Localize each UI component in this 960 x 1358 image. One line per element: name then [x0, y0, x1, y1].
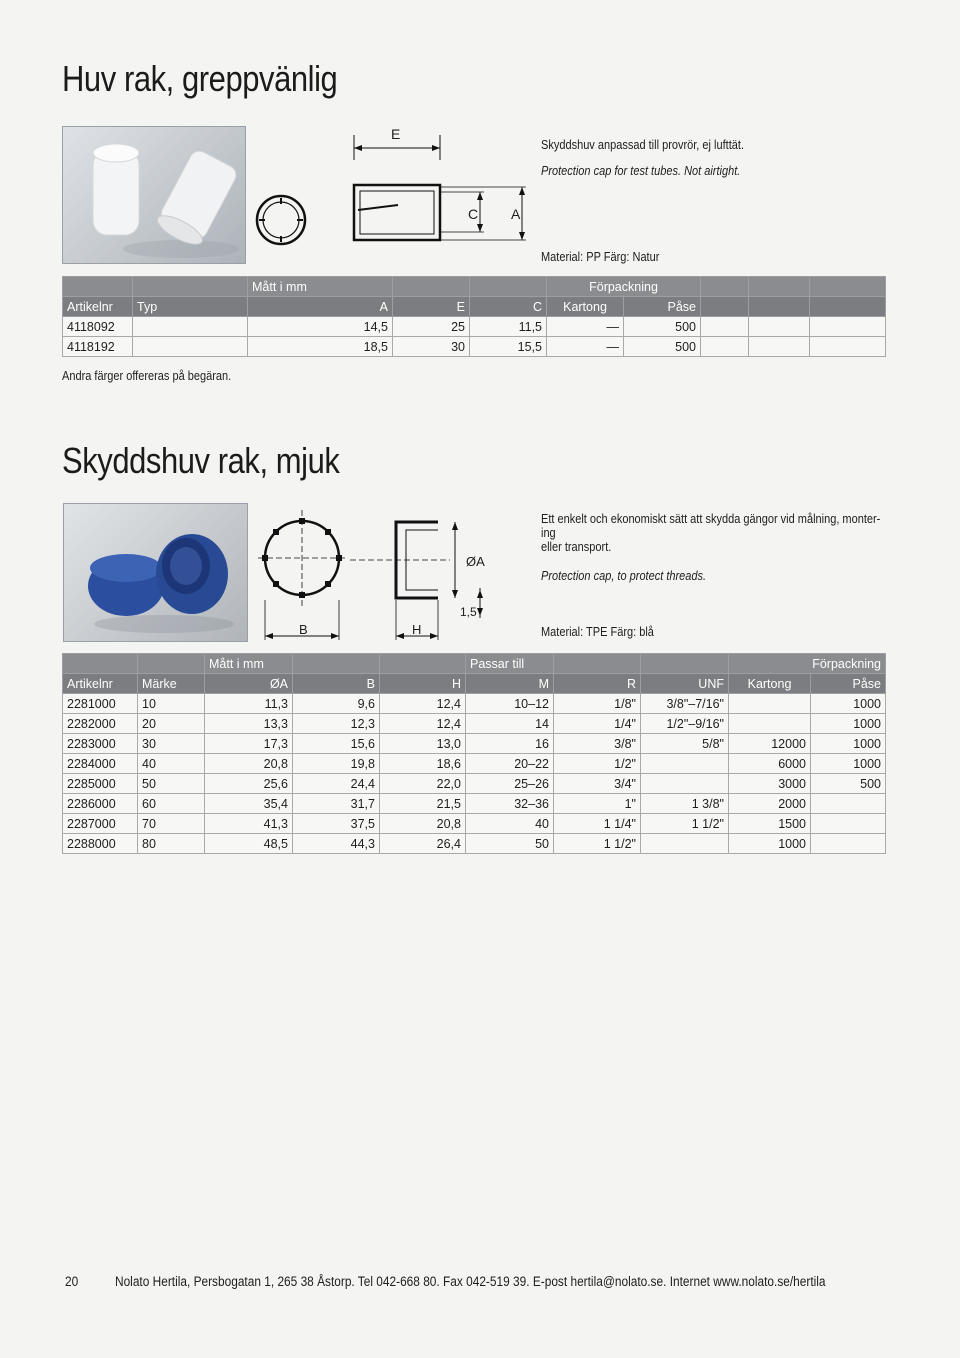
cell-unf: 1 1/2" [641, 814, 729, 834]
section1-material: Material: PP Färg: Natur [541, 250, 660, 264]
col-header-pase: Påse [811, 674, 886, 694]
cell-kartong [729, 694, 811, 714]
cell-c: 15,5 [470, 337, 547, 357]
cell-h: 12,4 [380, 694, 466, 714]
cell-b: 15,6 [293, 734, 380, 754]
cell-h: 13,0 [380, 734, 466, 754]
cell-r: 1" [554, 794, 641, 814]
cell-b: 44,3 [293, 834, 380, 854]
cell-oa: 25,6 [205, 774, 293, 794]
cell-m: 20–22 [466, 754, 554, 774]
cell-unf [641, 774, 729, 794]
cell-kartong: — [547, 317, 624, 337]
cell-b: 37,5 [293, 814, 380, 834]
dimension-label-a: A [511, 206, 521, 222]
cell-marke: 40 [138, 754, 205, 774]
group-header-pack: Förpackning [547, 277, 701, 297]
technical-drawing-cap-2 [250, 508, 495, 643]
cell-marke: 30 [138, 734, 205, 754]
cell-a: 14,5 [248, 317, 393, 337]
cell-oa: 13,3 [205, 714, 293, 734]
photo-caps-illustration [63, 127, 245, 263]
spec-table-1 [62, 276, 886, 357]
cell-r: 3/8" [554, 734, 641, 754]
cell-kartong [729, 714, 811, 734]
cell-artikelnr: 4118092 [63, 317, 133, 337]
cell-h: 22,0 [380, 774, 466, 794]
cell-marke: 70 [138, 814, 205, 834]
cell-kartong: 3000 [729, 774, 811, 794]
photo-blue-caps-illustration [64, 504, 247, 641]
table-row [63, 794, 886, 814]
cell-unf: 1 3/8" [641, 794, 729, 814]
group-header-pack: Förpackning [729, 654, 886, 674]
cell-oa: 11,3 [205, 694, 293, 714]
cell-b: 19,8 [293, 754, 380, 774]
section2-description-sv-line3: eller transport. [541, 540, 612, 554]
cell-artikelnr: 2284000 [63, 754, 138, 774]
section1-description-en: Protection cap for test tubes. Not airtight. [541, 164, 741, 178]
dimension-label-h: H [412, 622, 422, 637]
dimension-label-b: B [299, 622, 308, 637]
cell-artikelnr: 2283000 [63, 734, 138, 754]
cell-unf: 5/8" [641, 734, 729, 754]
col-header-pase: Påse [624, 297, 701, 317]
cell-h: 18,6 [380, 754, 466, 774]
table-row [63, 814, 886, 834]
cell-m: 32–36 [466, 794, 554, 814]
col-header-artikelnr: Artikelnr [63, 297, 133, 317]
cell-oa: 48,5 [205, 834, 293, 854]
cell-r: 1 1/2" [554, 834, 641, 854]
cell-pase: 1000 [811, 714, 886, 734]
cell-m: 10–12 [466, 694, 554, 714]
cell-artikelnr: 4118192 [63, 337, 133, 357]
col-header-kartong: Kartong [729, 674, 811, 694]
table-row [63, 774, 886, 794]
cell-typ [133, 337, 248, 357]
cell-m: 14 [466, 714, 554, 734]
col-header-c: C [470, 297, 547, 317]
cell-unf: 3/8"–7/16" [641, 694, 729, 714]
section2-description-sv-line1: Ett enkelt och ekonomiskt sätt att skydda gängor vid målning, monter- [541, 512, 881, 526]
cell-h: 26,4 [380, 834, 466, 854]
cell-unf [641, 754, 729, 774]
table-row [63, 834, 886, 854]
cell-h: 12,4 [380, 714, 466, 734]
cell-kartong: 12000 [729, 734, 811, 754]
cell-r: 1 1/4" [554, 814, 641, 834]
section1-description-sv: Skyddshuv anpassad till provrör, ej lufttät. [541, 138, 745, 152]
cell-artikelnr: 2286000 [63, 794, 138, 814]
cell-pase [811, 834, 886, 854]
cell-artikelnr: 2281000 [63, 694, 138, 714]
cell-pase: 1000 [811, 734, 886, 754]
col-header-artikelnr: Artikelnr [63, 674, 138, 694]
product-photo-blue-caps [63, 503, 248, 642]
table-row [63, 754, 886, 774]
cell-e: 30 [393, 337, 470, 357]
table-row [63, 317, 886, 337]
cell-marke: 60 [138, 794, 205, 814]
cell-artikelnr: 2287000 [63, 814, 138, 834]
cell-typ [133, 317, 248, 337]
dimension-label-c: C [468, 206, 479, 222]
dimension-label-oa: ØA [466, 554, 485, 569]
cell-m: 40 [466, 814, 554, 834]
cell-unf [641, 834, 729, 854]
cell-b: 31,7 [293, 794, 380, 814]
col-header-kartong: Kartong [547, 297, 624, 317]
cell-h: 21,5 [380, 794, 466, 814]
cell-pase: 500 [624, 317, 701, 337]
cell-artikelnr: 2285000 [63, 774, 138, 794]
cell-oa: 17,3 [205, 734, 293, 754]
col-header-marke: Märke [138, 674, 205, 694]
cell-b: 9,6 [293, 694, 380, 714]
cell-pase: 500 [624, 337, 701, 357]
cell-h: 20,8 [380, 814, 466, 834]
group-header-mm: Mått i mm [248, 277, 393, 297]
dimension-label-e: E [391, 126, 401, 142]
table-row [63, 734, 886, 754]
col-header-r: R [554, 674, 641, 694]
group-header-mm: Mått i mm [205, 654, 293, 674]
cell-m: 16 [466, 734, 554, 754]
table-row [63, 714, 886, 734]
col-header-oa: ØA [205, 674, 293, 694]
cell-e: 25 [393, 317, 470, 337]
cell-c: 11,5 [470, 317, 547, 337]
table-row [63, 337, 886, 357]
cell-kartong: 1500 [729, 814, 811, 834]
cell-pase [811, 794, 886, 814]
cell-oa: 35,4 [205, 794, 293, 814]
spec-table-2 [62, 653, 886, 854]
col-header-typ: Typ [133, 297, 248, 317]
cell-pase [811, 814, 886, 834]
section1-title: Huv rak, greppvänlig [62, 58, 338, 99]
section2-material: Material: TPE Färg: blå [541, 625, 654, 639]
cell-r: 1/2" [554, 754, 641, 774]
cell-kartong: — [547, 337, 624, 357]
cell-a: 18,5 [248, 337, 393, 357]
cell-r: 1/4" [554, 714, 641, 734]
cell-artikelnr: 2282000 [63, 714, 138, 734]
cell-r: 1/8" [554, 694, 641, 714]
cell-marke: 50 [138, 774, 205, 794]
section2-description-sv-line2: ing [541, 526, 556, 540]
cell-marke: 20 [138, 714, 205, 734]
group-header-fits: Passar till [466, 654, 554, 674]
col-header-e: E [393, 297, 470, 317]
section1-note: Andra färger offereras på begäran. [62, 369, 232, 383]
col-header-unf: UNF [641, 674, 729, 694]
cell-marke: 80 [138, 834, 205, 854]
dimension-label-thickness: 1,5 [460, 605, 477, 619]
cell-oa: 20,8 [205, 754, 293, 774]
table-row [63, 694, 886, 714]
footer-contact: Nolato Hertila, Persbogatan 1, 265 38 Åstorp. Tel 042-668 80. Fax 042-519 39. E-post hertila@nolato.se. Internet www.nolato.se/hertila [115, 1274, 826, 1289]
col-header-a: A [248, 297, 393, 317]
cell-b: 12,3 [293, 714, 380, 734]
cell-pase: 1000 [811, 754, 886, 774]
page-number: 20 [65, 1274, 79, 1289]
cell-r: 3/4" [554, 774, 641, 794]
cell-artikelnr: 2288000 [63, 834, 138, 854]
product-photo-test-tube-caps [62, 126, 246, 264]
cell-kartong: 2000 [729, 794, 811, 814]
col-header-m: M [466, 674, 554, 694]
col-header-h: H [380, 674, 466, 694]
cell-pase: 1000 [811, 694, 886, 714]
cell-kartong: 1000 [729, 834, 811, 854]
technical-drawing-cap-1 [248, 130, 538, 255]
cell-unf: 1/2"–9/16" [641, 714, 729, 734]
col-header-b: B [293, 674, 380, 694]
cell-b: 24,4 [293, 774, 380, 794]
cell-m: 25–26 [466, 774, 554, 794]
cell-marke: 10 [138, 694, 205, 714]
cell-m: 50 [466, 834, 554, 854]
cell-pase: 500 [811, 774, 886, 794]
section2-title: Skyddshuv rak, mjuk [62, 440, 340, 481]
cell-oa: 41,3 [205, 814, 293, 834]
cell-kartong: 6000 [729, 754, 811, 774]
section2-description-en: Protection cap, to protect threads. [541, 569, 707, 583]
